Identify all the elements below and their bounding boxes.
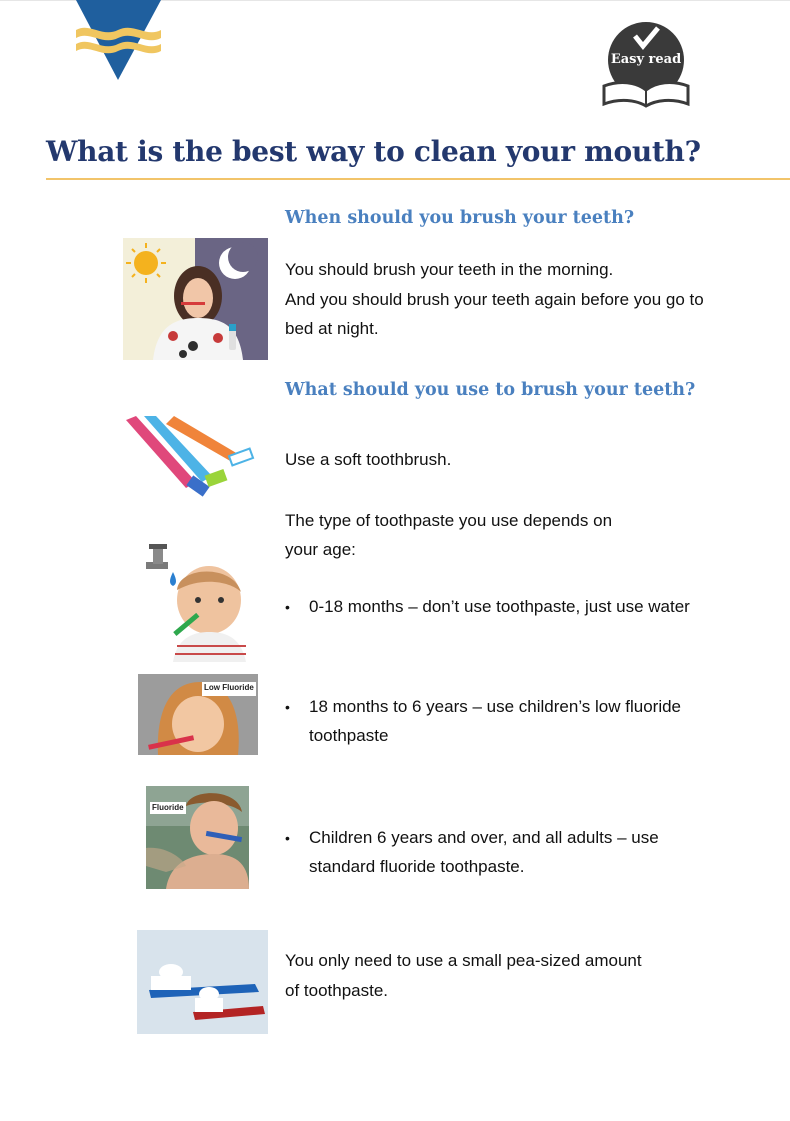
bullet-children-6-and-adults — [285, 823, 659, 876]
soft-toothbrushes-photo — [122, 416, 260, 504]
easy-read-badge — [598, 20, 694, 108]
bullet-text: 0-18 months – don’t use toothpaste, just use water — [309, 597, 690, 616]
low-fluoride-tube-label: Low Fluoride — [204, 683, 254, 692]
bullet-text: 18 months to 6 years – use children’s low fluoride — [309, 697, 681, 716]
toothpaste-age-text: The type of toothpaste you use depends on — [285, 511, 613, 530]
fluoride-tube-label: Fluoride — [152, 803, 184, 812]
morning-night-brushing-photo — [123, 238, 268, 360]
bullet-dot: • — [285, 599, 290, 615]
heading-what-use: What should you use to brush your teeth? — [285, 380, 696, 400]
organisation-logo — [70, 0, 165, 82]
bullet-dot: • — [285, 830, 290, 846]
page-title: What is the best way to clean your mouth? — [46, 135, 701, 168]
bullet-dot: • — [285, 699, 290, 715]
title-underline — [46, 178, 790, 180]
morning-text: You should brush your teeth in the morning. — [285, 260, 614, 279]
bullet-text-continued: standard fluoride toothpaste. — [309, 857, 525, 876]
bullet-text-continued: toothpaste — [309, 726, 389, 745]
baby-tap-water-photo — [143, 542, 246, 662]
bullet-18-months-6-years — [285, 692, 681, 745]
soft-toothbrush-text: Use a soft toothbrush. — [285, 450, 452, 469]
heading-when-brush: When should you brush your teeth? — [285, 208, 635, 228]
bullet-0-18-months — [285, 592, 690, 623]
pea-sized-text: You only need to use a small pea-sized amount — [285, 951, 642, 970]
toothpaste-age-text-continued: your age: — [285, 540, 356, 559]
night-text-continued: bed at night. — [285, 319, 379, 338]
boy-fluoride-photo — [146, 786, 249, 889]
night-text: And you should brush your teeth again before you go to — [285, 290, 704, 309]
bullet-text: Children 6 years and over, and all adults – use — [309, 828, 659, 847]
pea-sized-toothpaste-photo — [137, 930, 268, 1034]
badge-label: Easy read — [610, 52, 682, 67]
pea-sized-text-continued: of toothpaste. — [285, 981, 389, 1000]
